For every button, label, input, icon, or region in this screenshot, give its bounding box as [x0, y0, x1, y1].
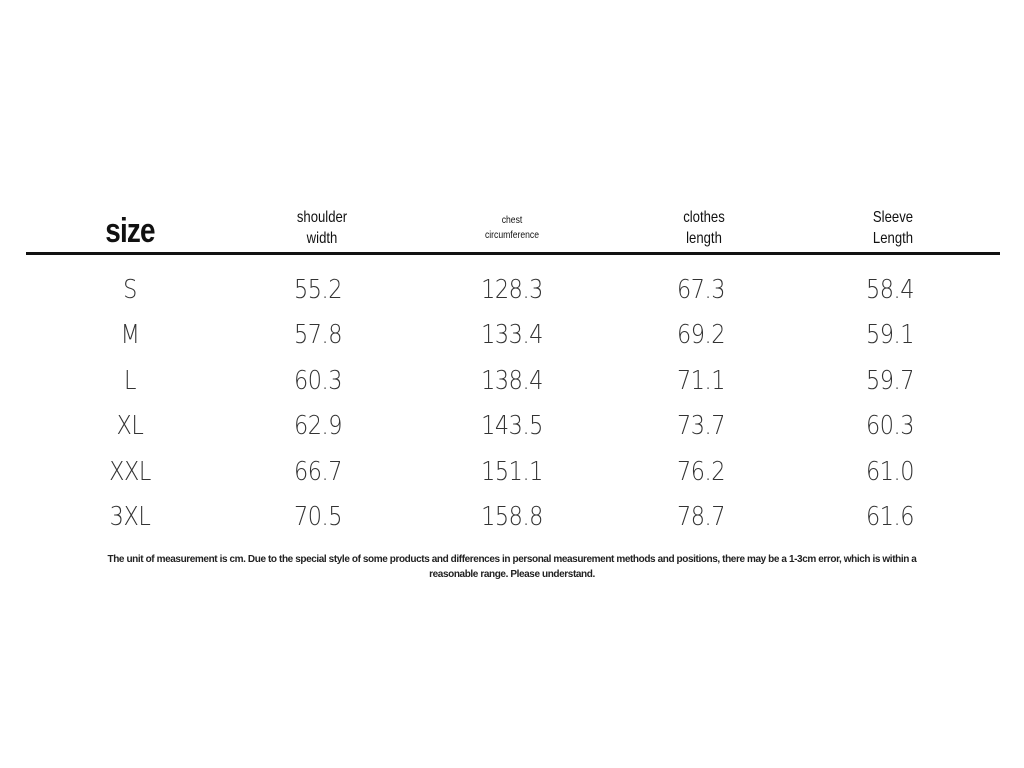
table-row: [0, 449, 1024, 494]
header-size-label: size: [105, 212, 155, 250]
measurement-note: The unit of measurement is cm. Due to the special style of some products and differences in personal measurement methods and positions, there may be a 1-3cm error, which is within a reasonable range. Please understand.: [107, 554, 917, 580]
cell-sleeve: 60.3: [865, 411, 915, 442]
cell-shoulder: 66.7: [293, 456, 343, 487]
cell-sleeve: 59.1: [865, 320, 915, 351]
header-shoulder-line1: shoulder: [296, 209, 348, 226]
table-row: [0, 267, 1024, 312]
cell-chest: 143.5: [481, 411, 543, 442]
cell-length: 73.7: [676, 411, 726, 442]
header-chest-circumference: [463, 213, 561, 243]
cell-length: 71.1: [676, 365, 726, 396]
cell-sleeve: 61.0: [865, 456, 915, 487]
cell-chest: 128.3: [481, 275, 543, 305]
cell-sleeve: 61.6: [865, 501, 915, 532]
header-shoulder-line2: width: [306, 230, 338, 247]
cell-chest: 138.4: [481, 365, 543, 396]
size-table: [0, 267, 1024, 539]
cell-size: XXL: [109, 456, 151, 487]
table-row: [0, 403, 1024, 448]
table-row: [0, 312, 1024, 357]
header-clothes-length: [655, 207, 753, 249]
cell-chest: 133.4: [481, 320, 543, 351]
header-divider: [26, 252, 1000, 255]
header-size: [89, 211, 171, 251]
cell-size: 3XL: [109, 501, 151, 532]
header-sleeve-line2: Length: [872, 230, 914, 247]
cell-size: M: [120, 320, 140, 351]
cell-size: S: [123, 275, 137, 305]
cell-sleeve: 58.4: [865, 275, 915, 305]
header-clothes-line1: clothes: [683, 209, 725, 226]
table-row: [0, 494, 1024, 539]
cell-size: XL: [116, 411, 144, 442]
cell-shoulder: 57.8: [293, 320, 343, 351]
cell-sleeve: 59.7: [865, 365, 915, 396]
cell-size: L: [123, 365, 137, 396]
table-row: [0, 358, 1024, 403]
header-shoulder-width: [273, 207, 371, 249]
cell-chest: 151.1: [481, 456, 543, 487]
cell-shoulder: 62.9: [293, 411, 343, 442]
cell-length: 78.7: [676, 501, 726, 532]
header-chest-line2: circumference: [484, 229, 540, 241]
cell-shoulder: 60.3: [293, 365, 343, 396]
cell-shoulder: 55.2: [293, 275, 343, 305]
cell-length: 76.2: [676, 456, 726, 487]
header-chest-line1: chest: [501, 214, 523, 226]
cell-length: 69.2: [676, 320, 726, 351]
header-sleeve-length: [844, 207, 942, 249]
header-sleeve-line1: Sleeve: [872, 209, 914, 226]
cell-shoulder: 70.5: [293, 501, 343, 532]
cell-length: 67.3: [676, 275, 726, 305]
cell-chest: 158.8: [481, 501, 543, 532]
header-clothes-line2: length: [686, 230, 722, 247]
